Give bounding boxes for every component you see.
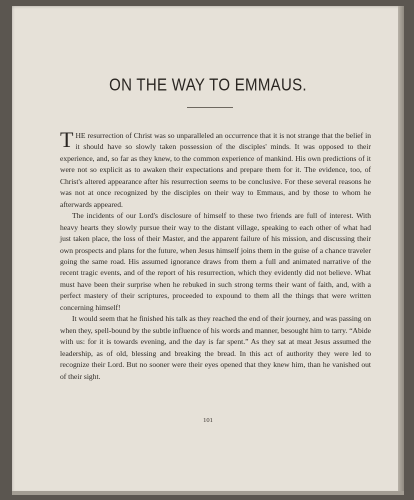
book-page xyxy=(12,6,404,495)
paragraph-3: It would seem that he finished his talk as they reached the end of their journey, and was passing on when they, spell-bound by the subtle influence of his words and manner, besought him to tarry. “Abide with us: for it is towards evening, and the day is far spent.” As they sat at meat Jesus assumed the leadership, as of old, blessing and breaking the bread. In this act of authority they were led to recognize their Lord. But no sooner were their eyes opened that they knew him, than he vanished out of their sight. xyxy=(60,314,371,381)
page-edge-bottom xyxy=(12,491,404,495)
paragraph-1-text: HE resurrection of Christ was so unparalleled an occurrence that it is not strange that the belief in it should have so slowly taken possession of the disciples' minds. It was opposed to their experience, and, so far as they knew, to the common experience of mankind. His own predictions of it were not so explicit as to awaken their expectations and prepare them for it. The evidence, too, of Christ's altered appearance after his resurrection seems to be conclusive. For these several reasons he was not at once recognized by the disciples on their way to Emmaus, and by those to whom he afterwards appeared. xyxy=(60,131,371,209)
paragraph-2: The incidents of our Lord's disclosure of himself to these two friends are full of interest. With heavy hearts they slowly pursue their way to the distant village, speaking to each other of what had just taken place, the loss of their Master, and the apparent failure of his mission, and discussing their own prospects and plans for the future, when Jesus himself joins them in the guise of a chance traveler going the same road. His assumed ignorance draws from them a full and animated narrative of the recent tragic events, and of the report of his resurrection, which they evidently did not believe. What must have been their surprise when he rebuked in such strong terms their want of faith, and, with a perfect mastery of their scriptures, proceeded to expound to them all the things that were written concerning himself! xyxy=(60,211,371,312)
drop-cap: T xyxy=(60,127,74,152)
title-divider xyxy=(187,107,233,108)
page-title: ON THE WAY TO EMMAUS. xyxy=(109,75,307,96)
page-number: 101 xyxy=(203,417,213,424)
body-text xyxy=(60,127,371,382)
paragraph-1 xyxy=(60,127,371,210)
